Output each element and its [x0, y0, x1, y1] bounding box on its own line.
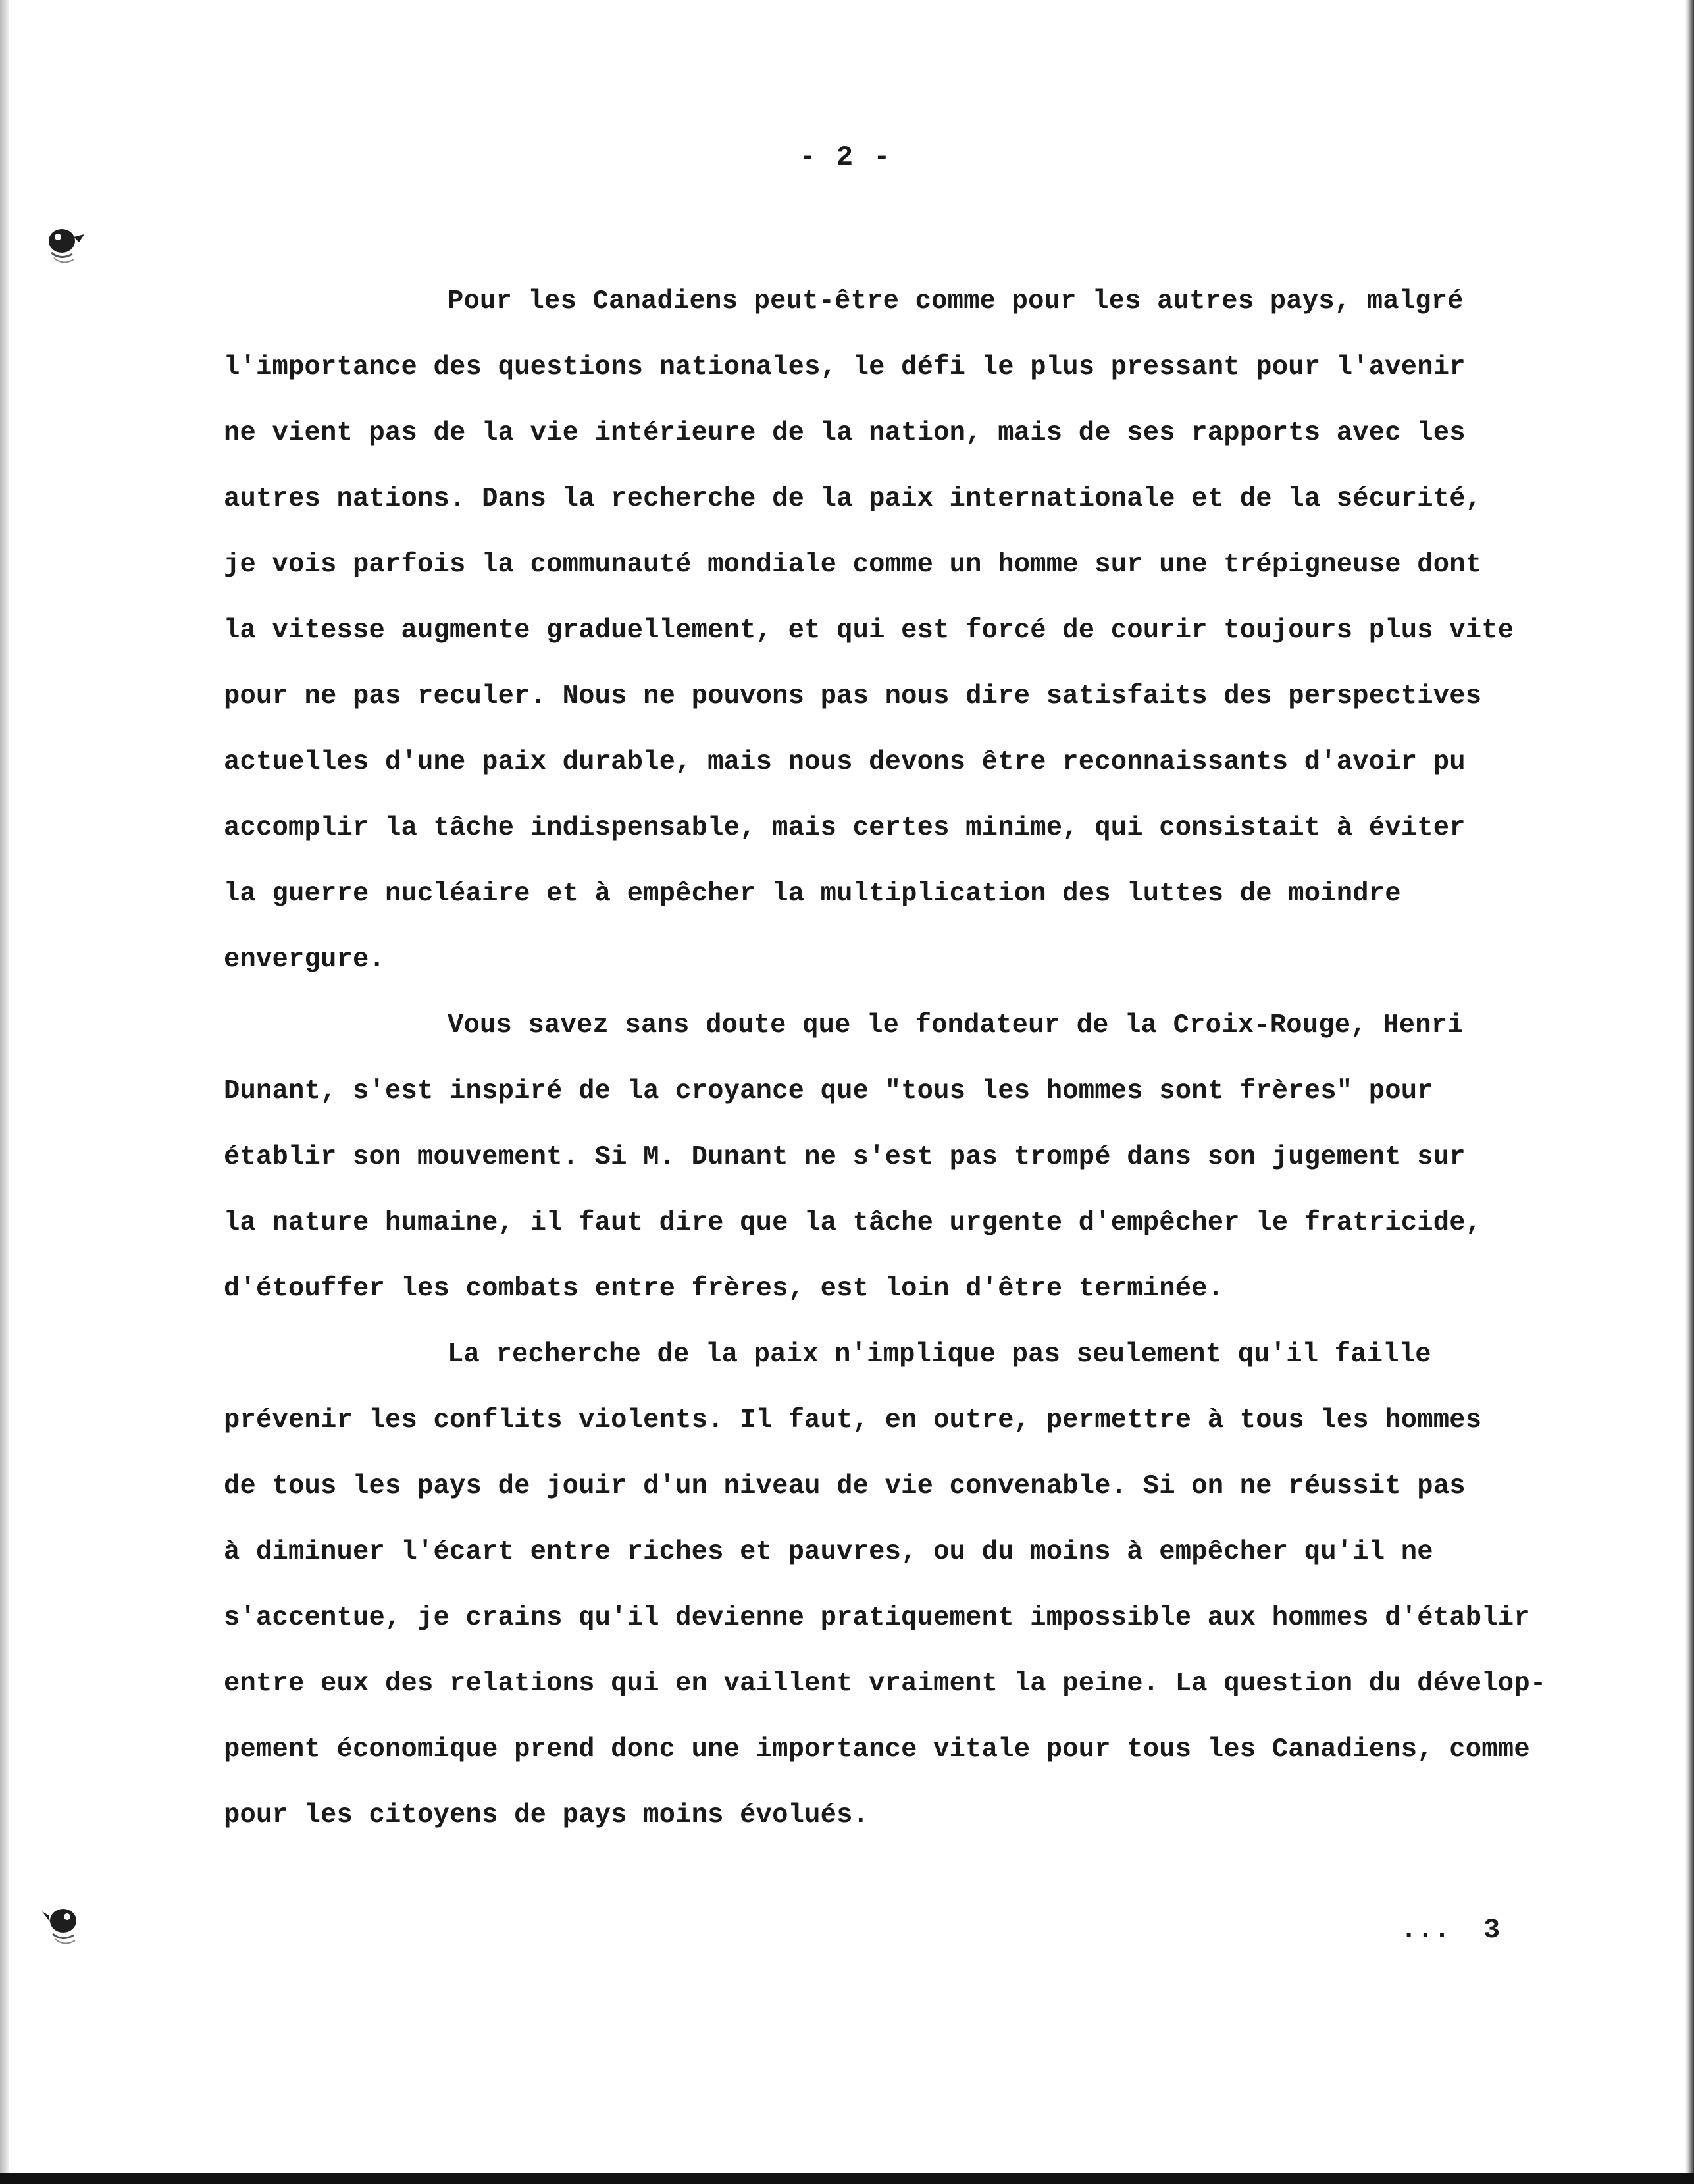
paragraph	[224, 1322, 1553, 1848]
text-line: accomplir la tâche indispensable, mais certes minime, qui consistait à éviter	[224, 813, 1466, 843]
text-line: ne vient pas de la vie intérieure de la nation, mais de ses rapports avec les	[224, 418, 1466, 448]
text-line: Pour les Canadiens peut-être comme pour les autres pays, malgré	[448, 286, 1464, 317]
text-line: la vitesse augmente graduellement, et qui est forcé de courir toujours plus vite	[224, 615, 1514, 646]
paragraph	[224, 269, 1553, 993]
paragraph	[224, 993, 1553, 1322]
text-line: à diminuer l'écart entre riches et pauvres, ou du moins à empêcher qu'il ne	[224, 1537, 1433, 1567]
text-line: d'étouffer les combats entre frères, est loin d'être terminée.	[224, 1274, 1224, 1304]
text-line: Vous savez sans doute que le fondateur de la Croix-Rouge, Henri	[448, 1010, 1464, 1041]
text-line: actuelles d'une paix durable, mais nous devons être reconnaissants d'avoir pu	[224, 747, 1466, 777]
scan-right-edge	[1685, 0, 1694, 2184]
text-line: établir son mouvement. Si M. Dunant ne s'est pas trompé dans son jugement sur	[224, 1142, 1466, 1172]
text-line: pement économique prend donc une importance vitale pour tous les Canadiens, comme	[224, 1734, 1530, 1765]
text-line: l'importance des questions nationales, le défi le plus pressant pour l'avenir	[224, 352, 1466, 382]
text-line: pour ne pas reculer. Nous ne pouvons pas nous dire satisfaits des perspectives	[224, 681, 1482, 712]
text-line: prévenir les conflits violents. Il faut, en outre, permettre à tous les hommes	[224, 1405, 1482, 1436]
scan-left-edge	[0, 0, 9, 2184]
text-line: envergure.	[224, 945, 386, 975]
text-line: entre eux des relations qui en vaillent vraiment la peine. La question du dévelop-	[224, 1669, 1547, 1699]
text-line: la nature humaine, il faut dire que la tâche urgente d'empêcher le fratricide,	[224, 1208, 1482, 1238]
text-line: je vois parfois la communauté mondiale comme un homme sur une trépigneuse dont	[224, 550, 1482, 580]
text-line: la guerre nucléaire et à empêcher la multiplication des luttes de moindre	[224, 879, 1401, 909]
continuation-marker: ... 3	[1400, 1914, 1501, 1946]
text-line: autres nations. Dans la recherche de la paix internationale et de la sécurité,	[224, 484, 1482, 514]
punch-hole-icon	[41, 217, 87, 270]
text-line: pour les citoyens de pays moins évolués.	[224, 1800, 869, 1831]
text-line: Dunant, s'est inspiré de la croyance que "tous les hommes sont frères" pour	[224, 1076, 1433, 1106]
text-line: s'accentue, je crains qu'il devienne pratiquement impossible aux hommes d'établir	[224, 1603, 1530, 1633]
scan-bottom-edge	[0, 2173, 1694, 2184]
page-number: - 2 -	[799, 142, 892, 173]
punch-hole-icon	[41, 1896, 87, 1948]
body-text	[224, 269, 1553, 1848]
text-line: La recherche de la paix n'implique pas seulement qu'il faille	[448, 1339, 1431, 1370]
text-line: de tous les pays de jouir d'un niveau de vie convenable. Si on ne réussit pas	[224, 1471, 1466, 1501]
